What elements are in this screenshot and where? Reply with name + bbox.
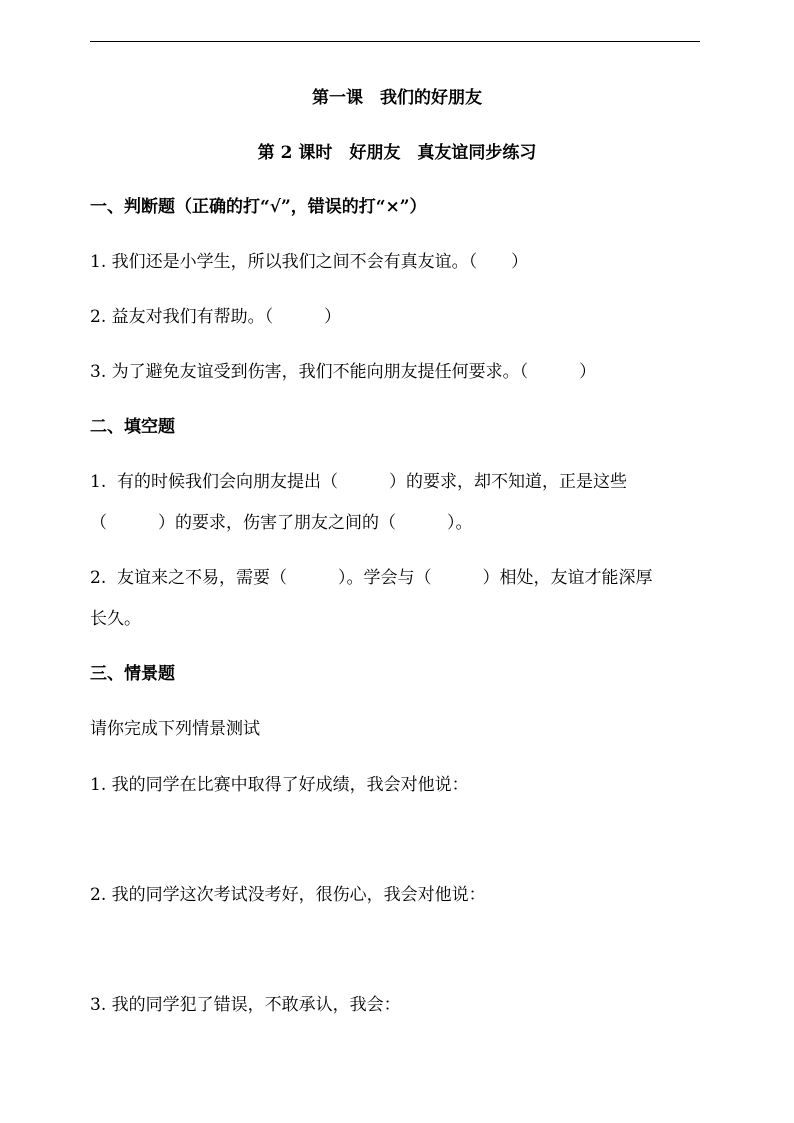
true-false-item-1: 1. 我们还是小学生，所以我们之间不会有真友谊。（ ） xyxy=(90,252,529,272)
fill-blank-item-2-line-2: 长久。 xyxy=(90,609,141,629)
fill-blank-item-1-line-2: （ ）的要求，伤害了朋友之间的（ ）。 xyxy=(90,513,473,533)
scenario-item-3: 3. 我的同学犯了错误，不敢承认，我会： xyxy=(90,995,401,1015)
fill-blank-item-2-line-1: 2. 友谊来之不易，需要（ ）。学会与（ ）相处，友谊才能深厚 xyxy=(90,568,653,588)
section-heading-true-false: 一、判断题（正确的打“√”，错误的打“×”） xyxy=(90,197,427,217)
true-false-item-2: 2. 益友对我们有帮助。（ ） xyxy=(90,307,342,327)
lesson-subtitle: 第 2 课时 好朋友 真友谊同步练习 xyxy=(257,143,537,163)
section-heading-scenario: 三、情景题 xyxy=(90,664,175,684)
lesson-title: 第一课 我们的好朋友 xyxy=(312,88,482,108)
scenario-item-2: 2. 我的同学这次考试没考好，很伤心，我会对他说： xyxy=(90,885,486,905)
fill-blank-item-1-line-1: 1. 有的时候我们会向朋友提出（ ）的要求，却不知道，正是这些 xyxy=(90,472,628,492)
header-rule xyxy=(90,41,700,42)
scenario-item-1: 1. 我的同学在比赛中取得了好成绩，我会对他说： xyxy=(90,775,469,795)
true-false-item-3: 3. 为了避免友谊受到伤害，我们不能向朋友提任何要求。（ ） xyxy=(90,362,597,382)
section-heading-fill-blank: 二、填空题 xyxy=(90,417,175,437)
scenario-intro: 请你完成下列情景测试 xyxy=(90,719,260,739)
